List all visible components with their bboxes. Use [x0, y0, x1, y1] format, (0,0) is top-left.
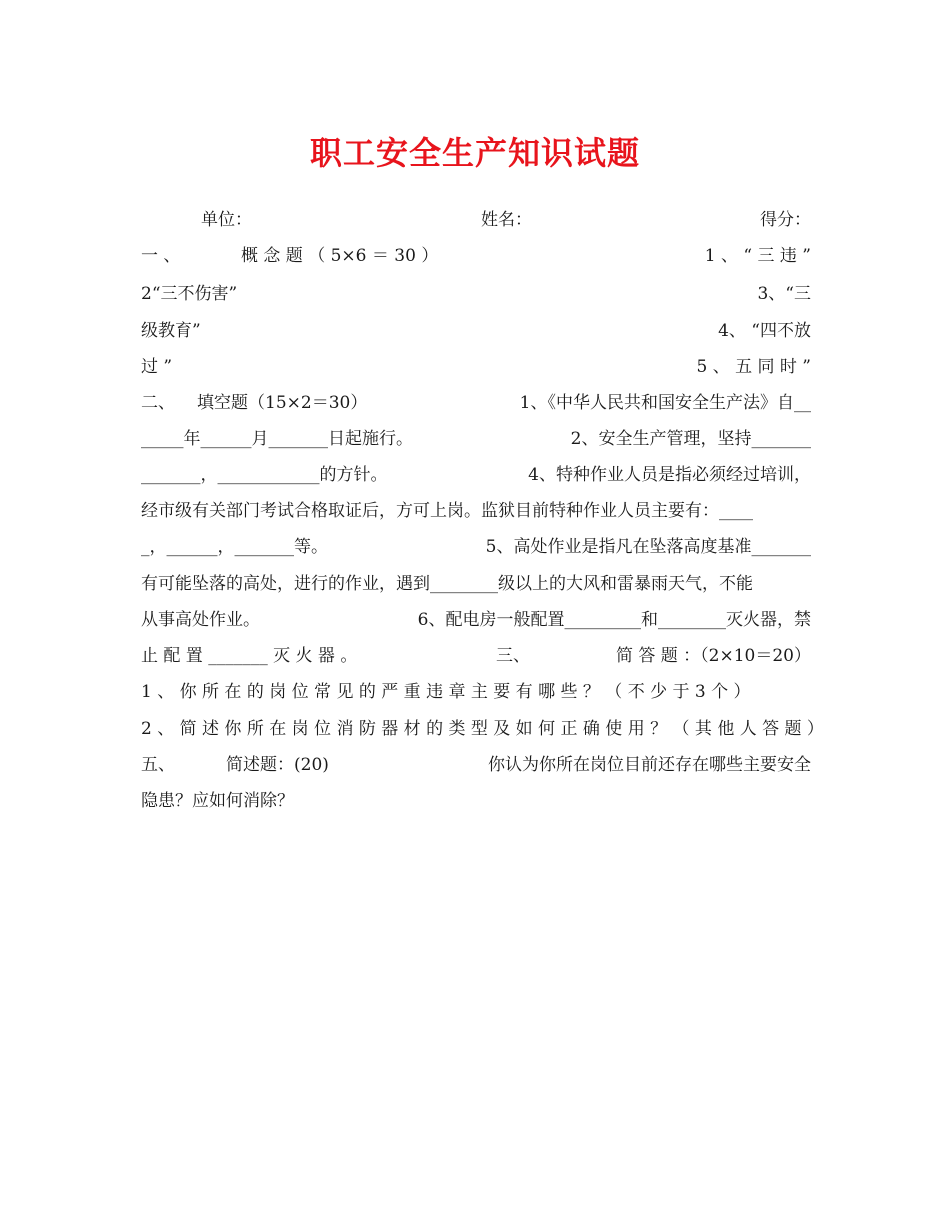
question-text: 1 、 你 所 在 的 岗 位 常 见 的 严 重 违 章 主 要 有 哪 些 ？ （ 不 少 于 3 个 ） [141, 682, 751, 702]
question-text: 你认为你所在岗位目前还存在哪些主要安全 [488, 755, 811, 775]
question-text: 2“三不伤害” [141, 284, 238, 304]
question-text: 3、“三 [757, 284, 811, 304]
line-4 [141, 353, 811, 381]
question-text: 止 配 置 _______ 灭 火 器 。 [141, 646, 358, 666]
line-2 [141, 280, 811, 308]
question-text: 1、《中华人民共和国安全生产法》自__ [519, 393, 811, 413]
line-3 [141, 317, 811, 345]
question-text: 从事高处作业。 [141, 610, 260, 630]
header-fields [141, 206, 811, 234]
question-text: _____年______月_______日起施行。 [141, 429, 413, 449]
score-label: 得分： [760, 210, 811, 230]
line-15 [141, 751, 811, 779]
line-5 [141, 389, 811, 417]
question-text: 有可能坠落的高处，进行的作业，遇到________级以上的大风和雷暴雨天气，不能 [141, 574, 753, 594]
unit-label: 单位： [201, 210, 252, 230]
section-number: 二、 [141, 393, 175, 413]
line-16 [141, 787, 811, 815]
name-label: 姓名： [481, 210, 532, 230]
line-14 [141, 715, 824, 743]
question-text: 级教育” [141, 321, 201, 341]
question-text: 经市级有关部门考试合格取证后，方可上岗。监狱目前特种作业人员主要有：____ [141, 501, 753, 521]
question-text: 2、安全生产管理，坚持_______ [570, 429, 811, 449]
question-text: 5、高处作业是指凡在坠落高度基准_______ [485, 537, 811, 557]
section-heading: 简 答 题 ：（2×10＝20） [615, 646, 811, 666]
line-13 [141, 678, 811, 706]
line-8 [141, 497, 811, 525]
line-6 [141, 425, 811, 453]
question-text: _______，____________的方针。 [141, 465, 388, 485]
line-11 [141, 606, 811, 634]
question-text: 2 、 简 述 你 所 在 岗 位 消 防 器 材 的 类 型 及 如 何 正 确 使 用 ？ （ 其 他 人 答 题 ） [141, 719, 824, 739]
section-number: 三、 [496, 646, 530, 666]
line-7 [141, 461, 811, 489]
question-text: 6、配电房一般配置_________和________灭火器，禁 [417, 610, 811, 630]
question-text: 隐患？应如何消除？ [141, 791, 294, 811]
section-number: 一 、 [141, 246, 181, 266]
section-number: 五、 [141, 755, 175, 775]
question-text: 4、特种作业人员是指必须经过培训， [528, 465, 811, 485]
section-heading: 简述题：(20) [226, 755, 329, 775]
section-heading: 概 念 题 （ 5×6 ＝ 30 ） [241, 246, 439, 266]
question-text: 4、 “四不放 [718, 321, 811, 341]
question-text: 5 、 五 同 时 ” [696, 357, 811, 377]
line-10 [141, 570, 811, 598]
question-text: 过 ” [141, 357, 173, 377]
line-9 [141, 533, 811, 561]
page-title: 职工安全生产知识试题 [309, 134, 640, 172]
question-text: 1 、 “ 三 违 ” [704, 246, 811, 266]
line-1 [141, 242, 811, 270]
section-heading: 填空题（15×2＝30） [197, 393, 368, 413]
line-12 [141, 642, 811, 670]
question-text: _，______，_______等。 [141, 537, 328, 557]
